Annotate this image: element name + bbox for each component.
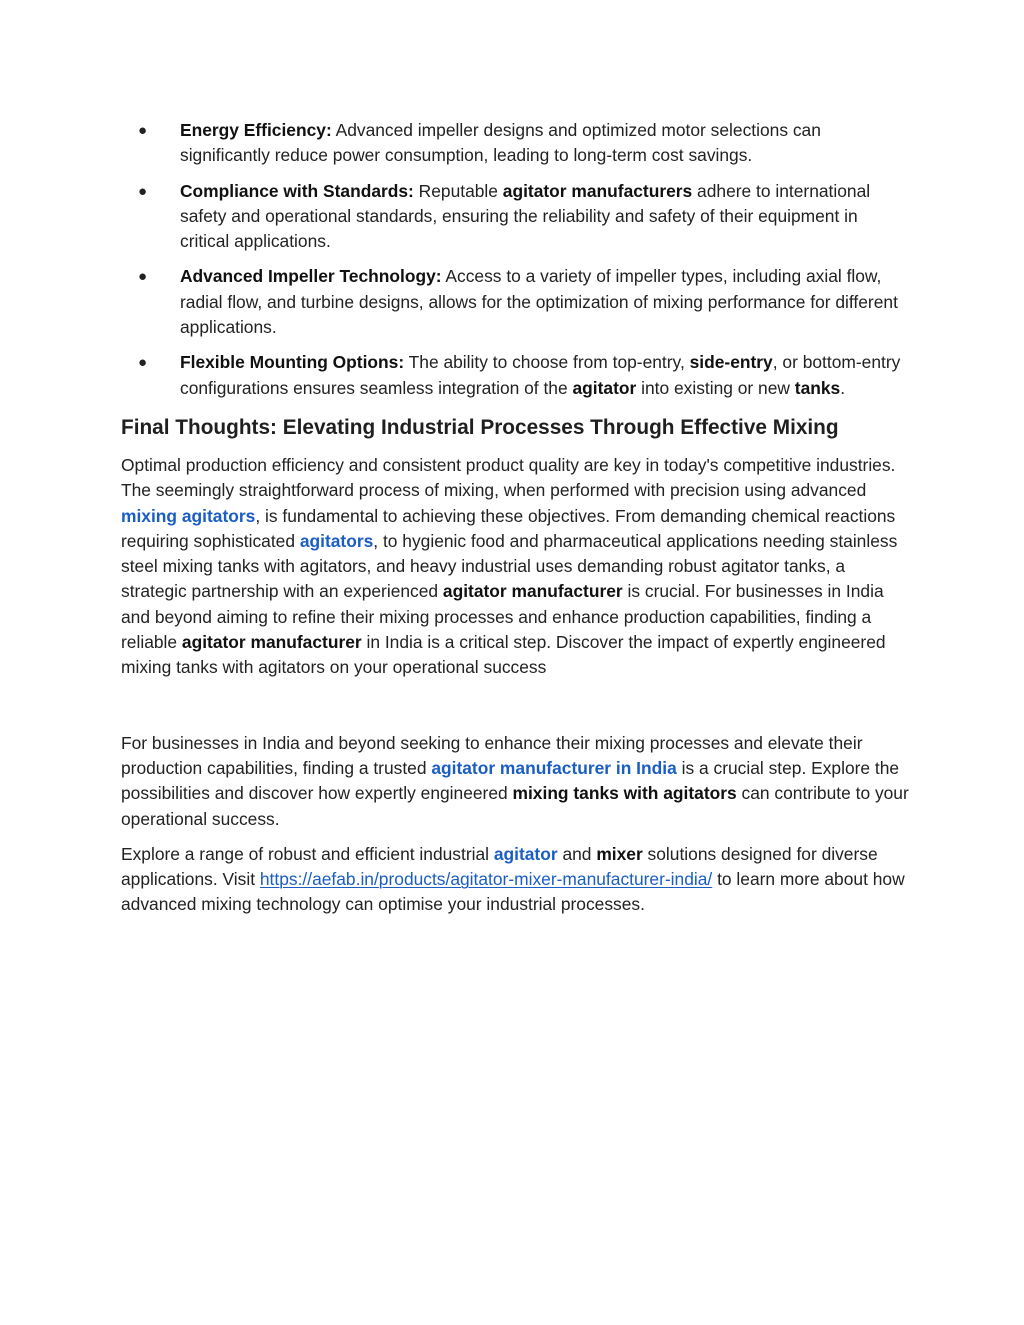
list-item — [121, 350, 911, 401]
paragraph-text: and — [557, 843, 597, 864]
paragraph-text: , is fundamental to achieving these objectives. From demanding chemical reactions requiring sophisticated — [121, 505, 896, 551]
bullet-text: The ability to choose from top-entry, — [404, 352, 690, 373]
document-page — [121, 118, 911, 928]
bullet-text: , or bottom-entry configurations ensures seamless integration of the — [180, 352, 901, 398]
bullet-label: Compliance with Standards: — [180, 180, 414, 201]
bullet-label: Energy Efficiency: — [180, 120, 332, 140]
bullet-text: adhere to international safety and operational standards, ensuring the reliability and safety of their equipment in critical applications. — [180, 180, 871, 252]
paragraph-text: For businesses in India and beyond seeking to enhance their mixing processes and elevate their production capabilities, finding a trusted — [121, 732, 863, 778]
paragraph-text: Explore a range of robust and efficient industrial — [121, 843, 494, 864]
list-item — [121, 179, 911, 255]
bullet-text: Reputable — [413, 180, 503, 201]
paragraph-text: Optimal production efficiency and consistent product quality are key in today's competitive industries. The seemingly straightforward process of mixing, when performed with precision using advanced — [121, 454, 896, 501]
paragraph-text: can contribute to your operational success. — [121, 783, 909, 829]
bold-term: tanks — [794, 377, 841, 398]
bold-term: side-entry — [689, 352, 773, 373]
list-item — [121, 264, 911, 340]
bold-term: mixer — [596, 843, 643, 864]
paragraph-text: to learn more about how advanced mixing technology can optimise your industrial processes. — [121, 869, 905, 915]
agitators-link[interactable]: agitators — [299, 530, 374, 551]
agitator-link[interactable]: agitator — [493, 843, 558, 864]
paragraph-text: , to hygienic food and pharmaceutical applications needing stainless steel mixing tanks with agitators, and heavy industrial uses demanding robust agitator tanks, a strategic partnership with an experienced — [121, 530, 898, 602]
bullet-text: Advanced impeller designs and optimized motor selections can significantly reduce power consumption, leading to long-term cost savings. — [180, 120, 821, 166]
paragraph-explore — [121, 842, 911, 918]
paragraph-text: is crucial. For businesses in India and beyond aiming to refine their mixing processes and enhance production capabilities, finding a reliable — [121, 581, 884, 653]
bullet-icon: ● — [138, 182, 148, 200]
bullet-text: . — [840, 377, 846, 398]
product-url-link[interactable]: https://aefab.in/products/agitator-mixer-manufacturer-india/ — [259, 869, 713, 890]
section-heading: Final Thoughts: Elevating Industrial Processes Through Effective Mixing — [121, 415, 839, 439]
bullet-text: Access to a variety of impeller types, including axial flow, radial flow, and turbine designs, allows for the optimization of mixing performance for different applications. — [180, 266, 898, 338]
bullet-icon: ● — [138, 354, 148, 372]
bold-term: mixing tanks with agitators — [512, 783, 737, 804]
bold-term: agitator manufacturers — [502, 180, 693, 201]
paragraph-text: is a crucial step. Explore the possibilities and discover how expertly engineered — [121, 757, 900, 804]
bold-term: agitator manufacturer — [442, 581, 623, 602]
bold-term: agitator manufacturer — [181, 632, 362, 653]
bullet-label: Flexible Mounting Options: — [180, 352, 405, 373]
paragraph-businesses — [121, 731, 911, 832]
bullet-icon: ● — [138, 268, 148, 286]
mixing-agitators-link[interactable]: mixing agitators — [121, 505, 256, 526]
feature-list — [121, 118, 911, 401]
list-item — [121, 118, 911, 169]
paragraph-text: solutions designed for diverse applications. Visit — [121, 843, 878, 890]
bullet-icon: ● — [138, 122, 148, 139]
paragraph-text: in India is a critical step. Discover the impact of expertly engineered mixing tanks with agitators on your operational success — [121, 632, 886, 678]
bold-term: agitator — [572, 377, 637, 398]
bullet-label: Advanced Impeller Technology: — [180, 266, 442, 287]
paragraph-final-thoughts — [121, 453, 911, 681]
agitator-manufacturer-india-link[interactable]: agitator manufacturer in India — [431, 757, 677, 778]
bullet-text: into existing or new — [636, 377, 795, 398]
